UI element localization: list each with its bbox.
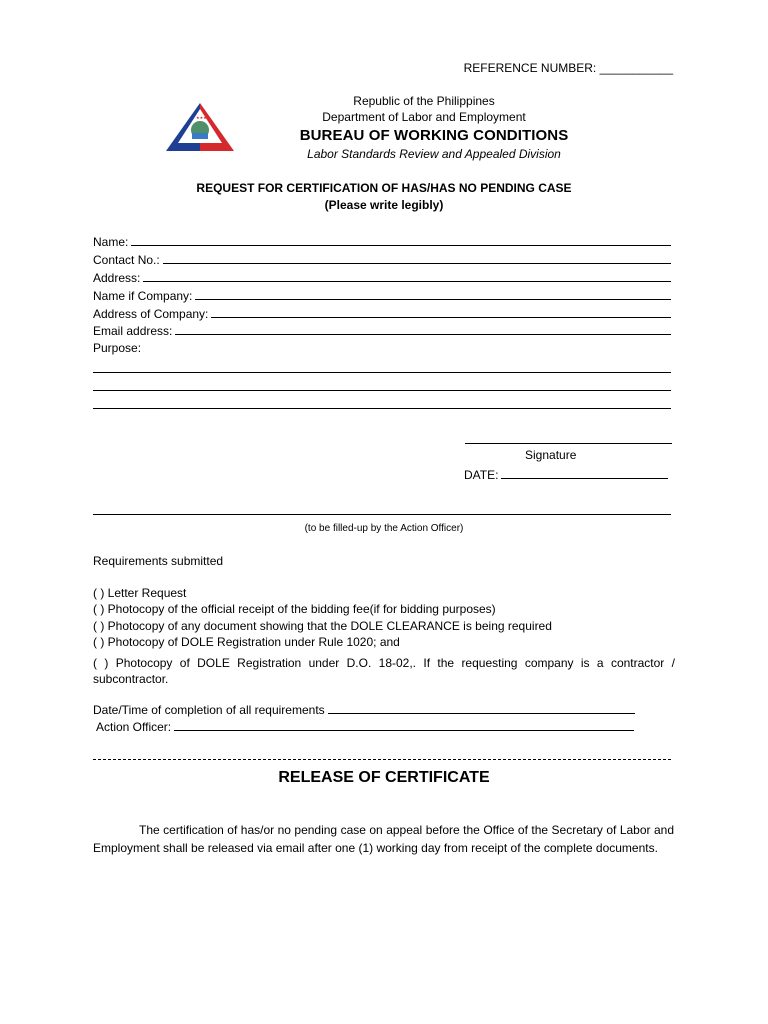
name-field[interactable] <box>93 233 671 249</box>
action-officer-field[interactable] <box>96 718 634 734</box>
requirement-item[interactable]: ( ) Photocopy of DOLE Registration under Rule 1020; and <box>93 635 400 649</box>
completion-datetime-label: Date/Time of completion of all requirements <box>93 703 325 717</box>
company-name-label: Name if Company: <box>93 289 193 303</box>
completion-datetime-field[interactable] <box>93 701 635 717</box>
contact-label: Contact No.: <box>93 253 160 267</box>
email-field[interactable] <box>93 322 671 338</box>
requirement-item[interactable]: ( ) Photocopy of the official receipt of the bidding fee(if for bidding purposes) <box>93 602 496 616</box>
release-heading: RELEASE OF CERTIFICATE <box>278 769 490 786</box>
completion-datetime-line <box>328 713 635 714</box>
form-title: REQUEST FOR CERTIFICATION OF HAS/HAS NO PENDING CASE <box>196 181 572 195</box>
requirement-item[interactable]: ( ) Photocopy of any document showing that the DOLE CLEARANCE is being required <box>93 619 552 633</box>
header-division: Labor Standards Review and Appealed Division <box>307 147 561 161</box>
requirement-item[interactable]: ( ) Letter Request <box>93 586 187 600</box>
date-field[interactable] <box>464 466 668 482</box>
purpose-line-3[interactable] <box>93 408 671 409</box>
signature-label: Signature <box>525 448 577 462</box>
company-address-field[interactable] <box>93 305 671 321</box>
requirement-item[interactable]: ( ) Photocopy of DOLE Registration under D.O. 18-02,. If the requesting company is a contractor / <box>93 656 675 670</box>
address-label: Address: <box>93 271 141 285</box>
action-officer-note: (to be filled-up by the Action Officer) <box>304 523 464 534</box>
address-line <box>143 280 671 282</box>
section-divider <box>93 514 671 515</box>
purpose-line-2[interactable] <box>93 390 671 391</box>
company-address-label: Address of Company: <box>93 307 209 321</box>
svg-text:★★★: ★★★ <box>196 115 207 120</box>
date-line <box>501 478 668 479</box>
action-officer-label: Action Officer: <box>96 720 172 734</box>
address-field[interactable] <box>93 269 671 285</box>
requirements-heading: Requirements submitted <box>93 554 224 568</box>
purpose-label: Purpose: <box>93 341 142 355</box>
name-line <box>131 244 671 246</box>
purpose-line-1[interactable] <box>93 372 671 373</box>
date-label: DATE: <box>464 468 499 482</box>
reference-number: REFERENCE NUMBER: ___________ <box>463 61 673 75</box>
company-name-field[interactable] <box>93 287 671 303</box>
contact-line <box>163 262 671 264</box>
header-republic: Republic of the Philippines <box>353 94 495 108</box>
contact-field[interactable] <box>93 251 671 267</box>
email-line <box>175 333 671 335</box>
signature-line[interactable] <box>465 443 672 444</box>
release-paragraph: The certification of has/or no pending case on appeal before the Office of the Secretary of Labor and Employment shall be released via email after one (1) working day from receipt of the complete documents. <box>93 823 674 855</box>
company-name-line <box>195 298 671 300</box>
email-label: Email address: <box>93 324 173 338</box>
dashed-divider <box>93 759 671 760</box>
company-address-line <box>211 316 671 318</box>
requirement-item-continuation: subcontractor. <box>93 672 169 686</box>
header-bureau: BUREAU OF WORKING CONDITIONS <box>299 127 569 144</box>
action-officer-line <box>174 730 634 731</box>
form-instruction: (Please write legibly) <box>324 198 444 212</box>
name-label: Name: <box>93 235 129 249</box>
header-department: Department of Labor and Employment <box>322 110 526 124</box>
